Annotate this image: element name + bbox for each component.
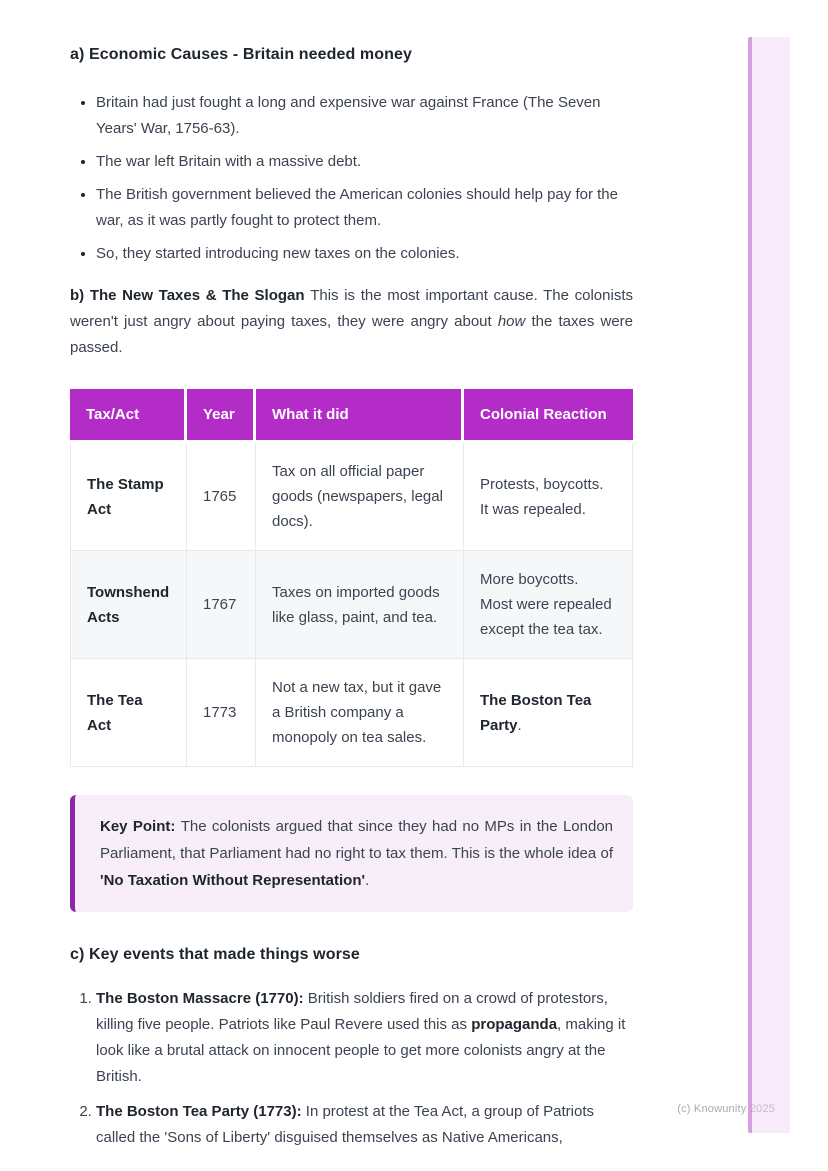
- cell-tax-act: The Stamp Act: [70, 443, 187, 551]
- key-point-text: Key Point: The colonists argued that since they had no MPs in the London Parliament, that Parliament had no right to tax them. This is the whole idea of 'No Taxation Without Representation'.: [100, 818, 614, 889]
- watermark: (c) Knowunity 2025: [677, 1103, 775, 1115]
- cell-what-it-did: Not a new tax, but it gave a British company a monopoly on tea sales.: [256, 659, 464, 767]
- column-header-tax-act: Tax/Act: [70, 389, 187, 443]
- column-header-year: Year: [187, 389, 256, 443]
- key-events-list: [70, 986, 633, 1151]
- cell-tax-act: Townshend Acts: [70, 551, 187, 659]
- cell-what-it-did: Tax on all official paper goods (newspapers, legal docs).: [256, 443, 464, 551]
- list-item: • The British government believed the American colonies should help pay for the war, as it was partly fought to protect them.: [96, 182, 633, 234]
- cell-colonial-reaction: The Boston Tea Party.: [464, 659, 633, 767]
- cell-year: 1767: [187, 551, 256, 659]
- column-header-colonial-reaction: Colonial Reaction: [464, 389, 633, 443]
- page-edge-stripe: [748, 37, 790, 1133]
- table-header: [70, 389, 633, 443]
- list-item: 2. The Boston Tea Party (1773): In protest at the Tea Act, a group of Patriots called the 'Sons of Liberty' disguised themselves as Native Americans,: [96, 1099, 633, 1151]
- document-content: [70, 44, 633, 1160]
- key-point-callout: [70, 795, 633, 912]
- section-c-heading: c) Key events that made things worse: [70, 946, 360, 963]
- column-header-what-it-did: What it did: [256, 389, 464, 443]
- list-item: 1. The Boston Massacre (1770): British soldiers fired on a crowd of protestors, killing five people. Patriots like Paul Revere used this as propaganda, making it look like a brutal attack on innocent people to get more colonists angry at the British.: [96, 986, 633, 1090]
- cell-what-it-did: Taxes on imported goods like glass, paint, and tea.: [256, 551, 464, 659]
- taxes-table: [70, 389, 633, 767]
- cell-tax-act: The Tea Act: [70, 659, 187, 767]
- table-row: [70, 659, 633, 767]
- section-a-heading: a) Economic Causes - Britain needed money: [70, 46, 412, 63]
- list-item: • Britain had just fought a long and expensive war against France (The Seven Years' War, 1756-63).: [96, 90, 633, 142]
- table-row: [70, 551, 633, 659]
- cell-colonial-reaction: Protests, boycotts. It was repealed.: [464, 443, 633, 551]
- section-b-paragraph: b) The New Taxes & The Slogan This is the most important cause. The colonists weren't just angry about paying taxes, they were angry about how the taxes were passed.: [70, 287, 634, 356]
- table-row: [70, 443, 633, 551]
- cell-colonial-reaction: More boycotts. Most were repealed except the tea tax.: [464, 551, 633, 659]
- economic-causes-list: [70, 90, 633, 267]
- cell-year: 1773: [187, 659, 256, 767]
- cell-year: 1765: [187, 443, 256, 551]
- list-item: • So, they started introducing new taxes on the colonies.: [96, 241, 633, 267]
- list-item: • The war left Britain with a massive debt.: [96, 149, 633, 175]
